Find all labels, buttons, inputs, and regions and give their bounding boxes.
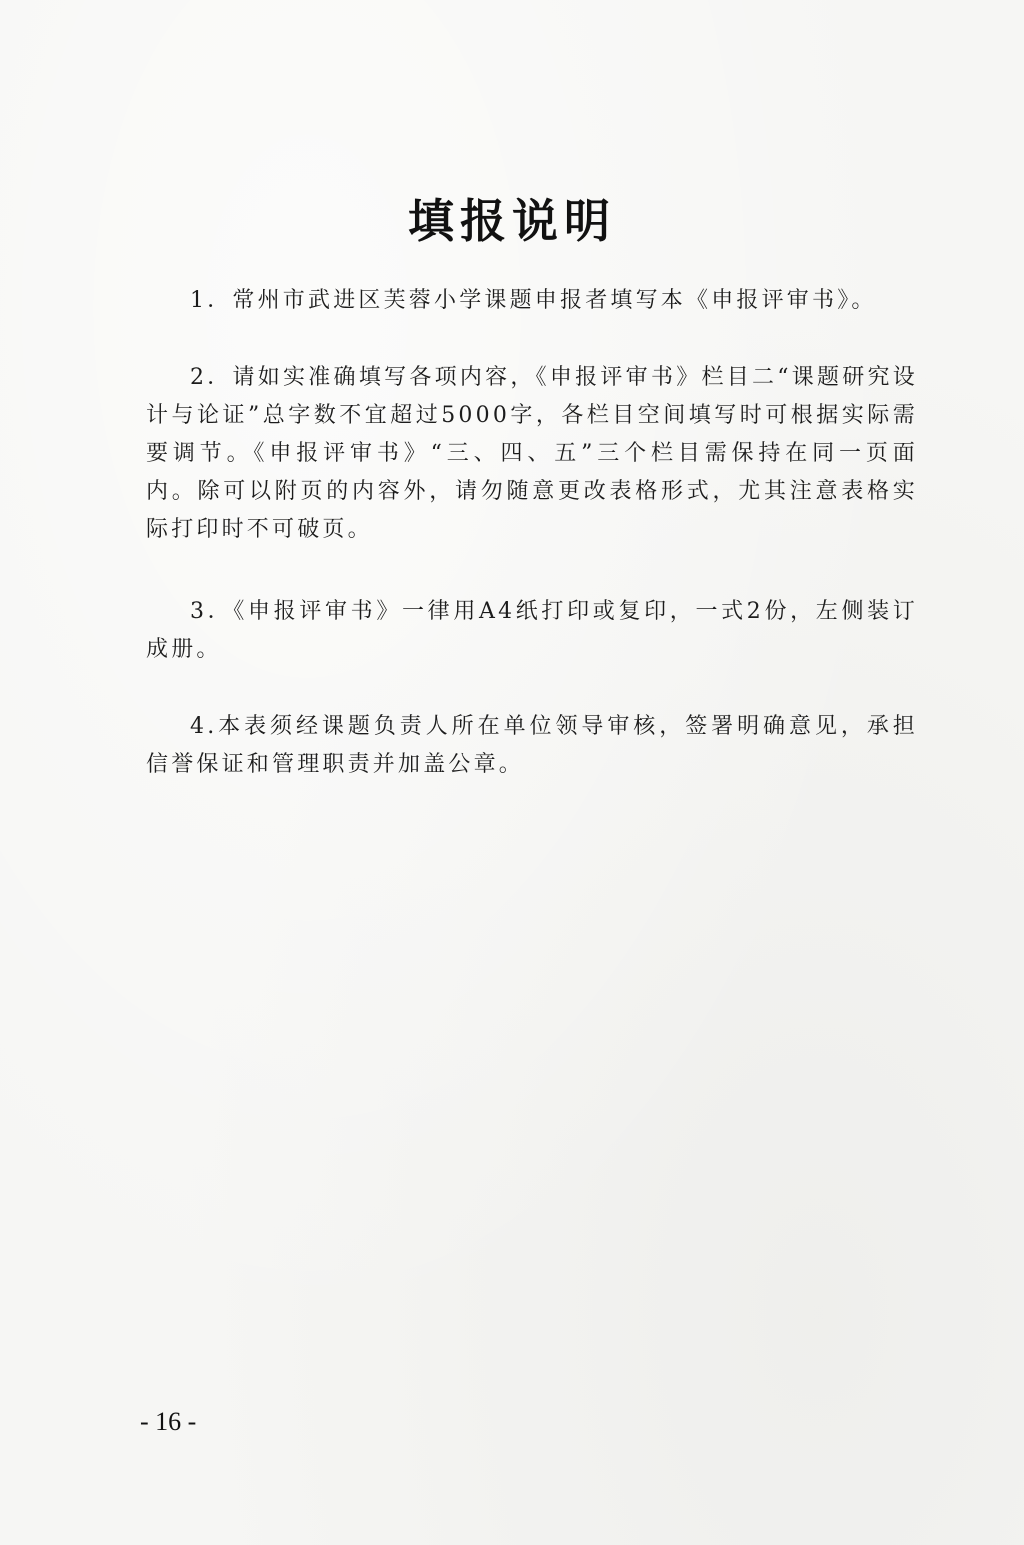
instruction-paragraph-1: 1．常州市武进区芙蓉小学课题申报者填写本《申报评审书》。 (190, 288, 877, 313)
page-number: - 16 - (140, 1407, 197, 1436)
instruction-paragraph-3: 3．《申报评审书》一律用A4纸打印或复印，一式2份，左侧装订成册。 (146, 599, 918, 662)
instruction-paragraph-4: 4.本表须经课题负责人所在单位领导审核，签署明确意见，承担信誉保证和管理职责并加盖公章。 (146, 714, 918, 777)
page-title: 填报说明 (408, 193, 616, 248)
instruction-paragraph-2: 2．请如实准确填写各项内容，《申报评审书》栏目二“课题研究设计与论证”总字数不宜超过5000字，各栏目空间填写时可根据实际需要调节。《申报评审书》“三、四、五”三个栏目需保持在同一页面内。除可以附页的内容外，请勿随意更改表格形式，尤其注意表格实际打印时不可破页。 (146, 365, 918, 542)
